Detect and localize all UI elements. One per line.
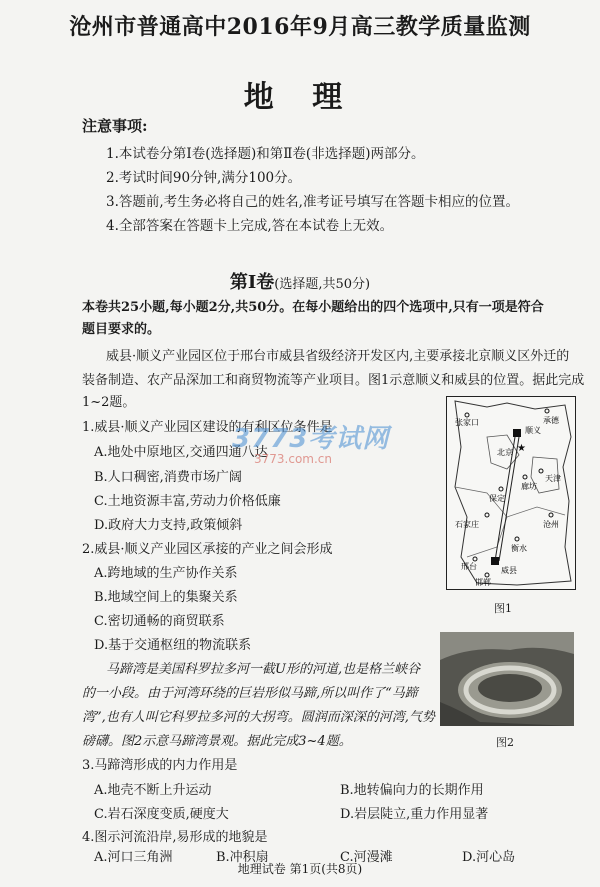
map-label: 威县 [501,566,517,575]
passage-line: 湾”,也有人叫它科罗拉多河的大拐弯。圆润而深深的河湾,气势 [82,710,435,725]
option: D.基于交通枢纽的物流联系 [94,638,252,653]
weixian-marker [491,557,499,565]
option: C.土地资源丰富,劳动力价格低廉 [94,494,281,509]
option: A.地处中原地区,交通四通八达 [94,445,268,460]
option: C.河漫滩 [340,850,393,865]
exam-header-title: 沧州市普通高中2016年9月高三教学质量监测 [69,14,531,40]
beijing-star: ★ [517,443,526,454]
notice-item: 1.本试卷分第Ⅰ卷(选择题)和第Ⅱ卷(非选择题)两部分。 [106,146,425,162]
shunyi-marker [513,429,521,437]
part1-heading [0,268,600,294]
option: B.地域空间上的集聚关系 [94,590,238,605]
subject-title: 地 理 [243,80,357,115]
city-dot [485,573,489,577]
map-label: 沧州 [543,520,559,529]
option: A.地壳不断上升运动 [94,783,212,798]
option: B.冲积扇 [216,850,269,865]
question-stem: 3.马蹄湾形成的内力作用是 [82,758,238,773]
boundary [455,401,571,585]
map-label: 邢台 [461,562,477,571]
city-dot [485,513,489,517]
city-boundary [507,507,565,517]
option: C.岩石深度变质,硬度大 [94,807,229,822]
part1-title: 第Ⅰ卷 [229,272,275,293]
question-stem: 4.图示河流沿岸,易形成的地貌是 [82,830,268,845]
city-dot [499,487,503,491]
option: C.密切通畅的商贸联系 [94,614,225,629]
passage-line: 威县·顺义产业园区位于邢台市威县省级经济开发区内,主要承接北京顺义区外迁的 [106,349,570,364]
map-graphic [447,397,575,589]
part1-instruction: 题目要求的。 [82,322,161,337]
option: D.河心岛 [462,850,516,865]
notice-heading: 注意事项: [82,117,148,135]
page-footer: 地理试卷 第1页(共8页) [237,862,363,876]
city-dot [539,469,543,473]
option: B.人口稠密,消费市场广阔 [94,470,242,485]
watermark-brand: 3773考试网 [232,424,390,454]
passage-line: 的一小段。由于河湾环绕的巨岩形似马蹄,所以叫作了“马蹄 [82,686,418,701]
map-label: 张家口 [455,418,479,427]
city-dot [515,537,519,541]
notice-item: 2.考试时间90分钟,满分100分。 [106,170,302,186]
map-label: 衡水 [511,544,527,553]
option: B.地转偏向力的长期作用 [340,783,484,798]
map-label: 邯郸 [475,578,491,587]
city-dot [473,557,477,561]
part1-instruction: 本卷共25小题,每小题2分,共50分。在每小题给出的四个选项中,只有一项是符合 [82,300,544,315]
passage-line: 装备制造、农产品深加工和商贸物流等产业项目。图1示意顺义和威县的位置。据此完成 [82,373,585,388]
option: A.河口三角洲 [94,850,173,865]
map-label: 石家庄 [455,520,479,529]
passage-line: 1~2题。 [82,395,136,410]
figure2-caption: 图2 [496,736,514,749]
city-dot [465,413,469,417]
figure1-map [446,396,576,590]
option: A.跨地域的生产协作关系 [94,566,238,581]
part1-subtitle: (选择题,共50分) [274,277,371,292]
figure1-caption: 图1 [494,602,512,615]
map-label: 北京 [497,448,513,457]
passage-line: 磅礴。图2示意马蹄湾景观。据此完成3~4题。 [82,734,352,749]
map-label: 承德 [543,416,559,425]
passage-line: 马蹄湾是美国科罗拉多河一截U形的河道,也是格兰峡谷 [106,662,421,677]
notice-item: 3.答题前,考生务必将自己的姓名,准考证号填写在答题卡相应的位置。 [106,194,519,210]
city-dot [545,409,549,413]
watermark-url: 3773.com.cn [254,452,332,466]
city-dot [523,475,527,479]
map-label: 顺义 [525,426,541,435]
option: D.岩层陡立,重力作用显著 [340,807,489,822]
option: D.政府大力支持,政策倾斜 [94,518,243,533]
question-stem: 1.威县·顺义产业园区建设的有利区位条件是 [82,420,333,435]
notice-item: 4.全部答案在答题卡上完成,答在本试卷上无效。 [106,218,394,234]
horseshoe-bend-image [440,632,574,726]
map-label: 廊坊 [521,482,537,491]
map-label: 天津 [545,474,561,483]
figure2-photo [440,632,574,726]
map-label: 保定 [489,494,505,503]
city-dot [549,513,553,517]
question-stem: 2.威县·顺义产业园区承接的产业之间会形成 [82,542,333,557]
